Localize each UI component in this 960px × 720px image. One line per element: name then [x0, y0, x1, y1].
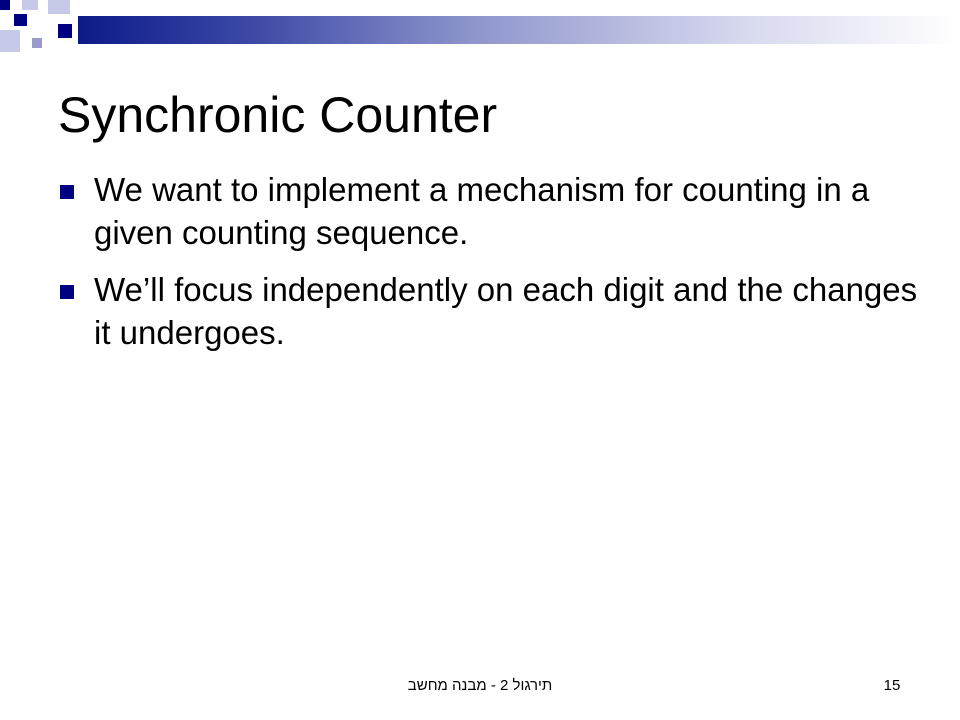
bullet-text: We want to implement a mechanism for counting in a given counting sequence.	[94, 171, 870, 251]
corner-square-navy	[0, 0, 10, 10]
corner-square-navy	[14, 14, 27, 26]
corner-square-navy	[58, 24, 72, 38]
square-bullet-icon	[60, 185, 74, 199]
corner-square-light	[48, 0, 70, 14]
slide-title: Synchronic Counter	[58, 87, 498, 143]
corner-square-light	[22, 0, 38, 10]
square-bullet-icon	[60, 285, 74, 299]
bullet-item	[60, 168, 920, 254]
corner-square-light	[0, 30, 20, 52]
bullet-text: We’ll focus independently on each digit and the changes it undergoes.	[94, 271, 918, 351]
slide-footer: תירגול 2 - מבנה מחשב	[407, 677, 553, 694]
corner-square-mid	[32, 38, 42, 48]
page-number: 15	[883, 677, 901, 694]
bullet-item	[60, 268, 920, 354]
top-gradient-bar	[78, 16, 960, 44]
bullet-list	[60, 168, 920, 368]
